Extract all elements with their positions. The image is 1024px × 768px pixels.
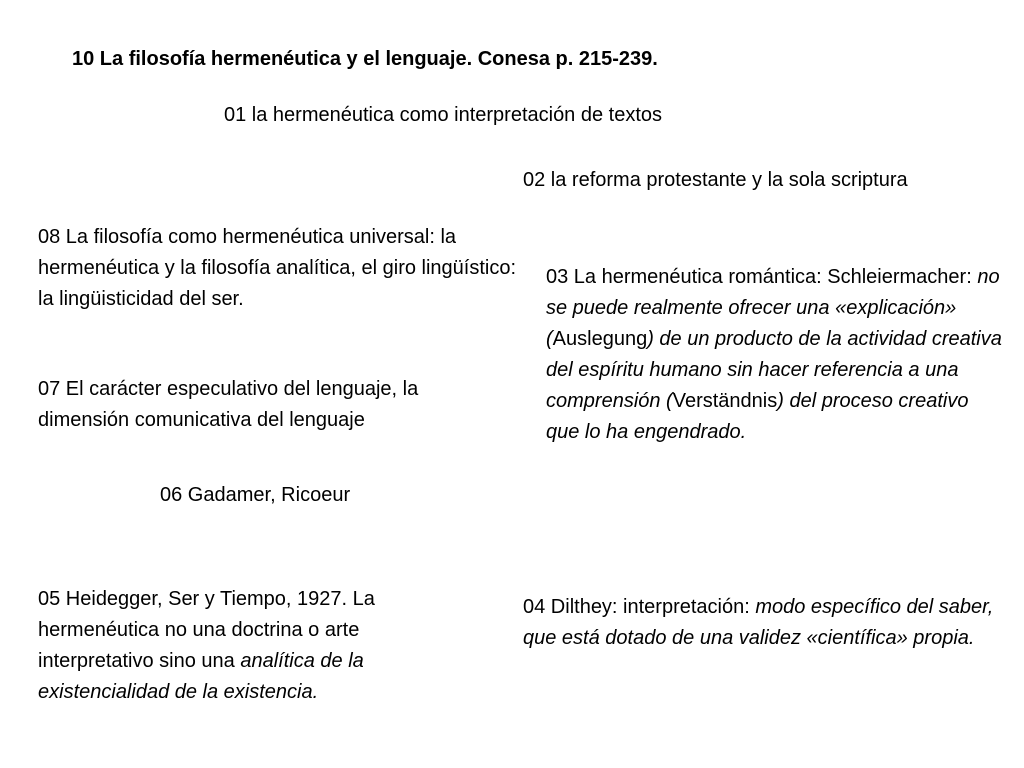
item-07-speculative-language: 07 El carácter especulativo del lenguaje, la dimensión comunicativa del lenguaje — [38, 378, 419, 431]
item-04-italic: modo específico del saber, que está dotado de una validez «científica» propia. — [523, 596, 994, 649]
item-08-universal-hermeneutics: 08 La filosofía como hermenéutica universal: la hermenéutica y la filosofía analítica, el giro lingüístico: la lingüisticidad del ser. — [38, 226, 517, 310]
item-03-italic-1: no se puede realmente ofrecer una «explicación» ( — [546, 266, 1000, 350]
item-04-dilthey — [523, 592, 1018, 654]
item-05-lead: 05 Heidegger, Ser y Tiempo, 1927. La hermenéutica no una doctrina o arte interpretativo sino una — [38, 588, 375, 672]
item-03-italic-2: ) de un producto de la actividad creativa del espíritu humano sin hacer referencia a una comprensión ( — [546, 328, 1002, 412]
item-03-lead: 03 La hermenéutica romántica: Schleiermacher: — [546, 266, 978, 288]
item-05-heidegger — [38, 584, 458, 708]
item-03-term-auslegung: Auslegung — [552, 328, 648, 350]
slide-title: 10 La filosofía hermenéutica y el lenguaje. Conesa p. 215-239. — [72, 48, 658, 70]
item-03-romantic-hermeneutics — [546, 262, 1006, 448]
item-04-lead: 04 Dilthey: interpretación: — [523, 596, 756, 618]
item-02-protestant-reform: 02 la reforma protestante y la sola scriptura — [523, 169, 908, 191]
item-06-gadamer-ricoeur: 06 Gadamer, Ricoeur — [160, 484, 351, 506]
item-03-italic-3: ) del proceso creativo que lo ha engendrado. — [546, 390, 969, 443]
item-01-interpretation-of-texts: 01 la hermenéutica como interpretación de textos — [224, 104, 663, 126]
item-03-term-verstandnis: Verständnis — [672, 390, 778, 412]
item-05-italic: analítica de la existencialidad de la existencia. — [38, 650, 364, 703]
